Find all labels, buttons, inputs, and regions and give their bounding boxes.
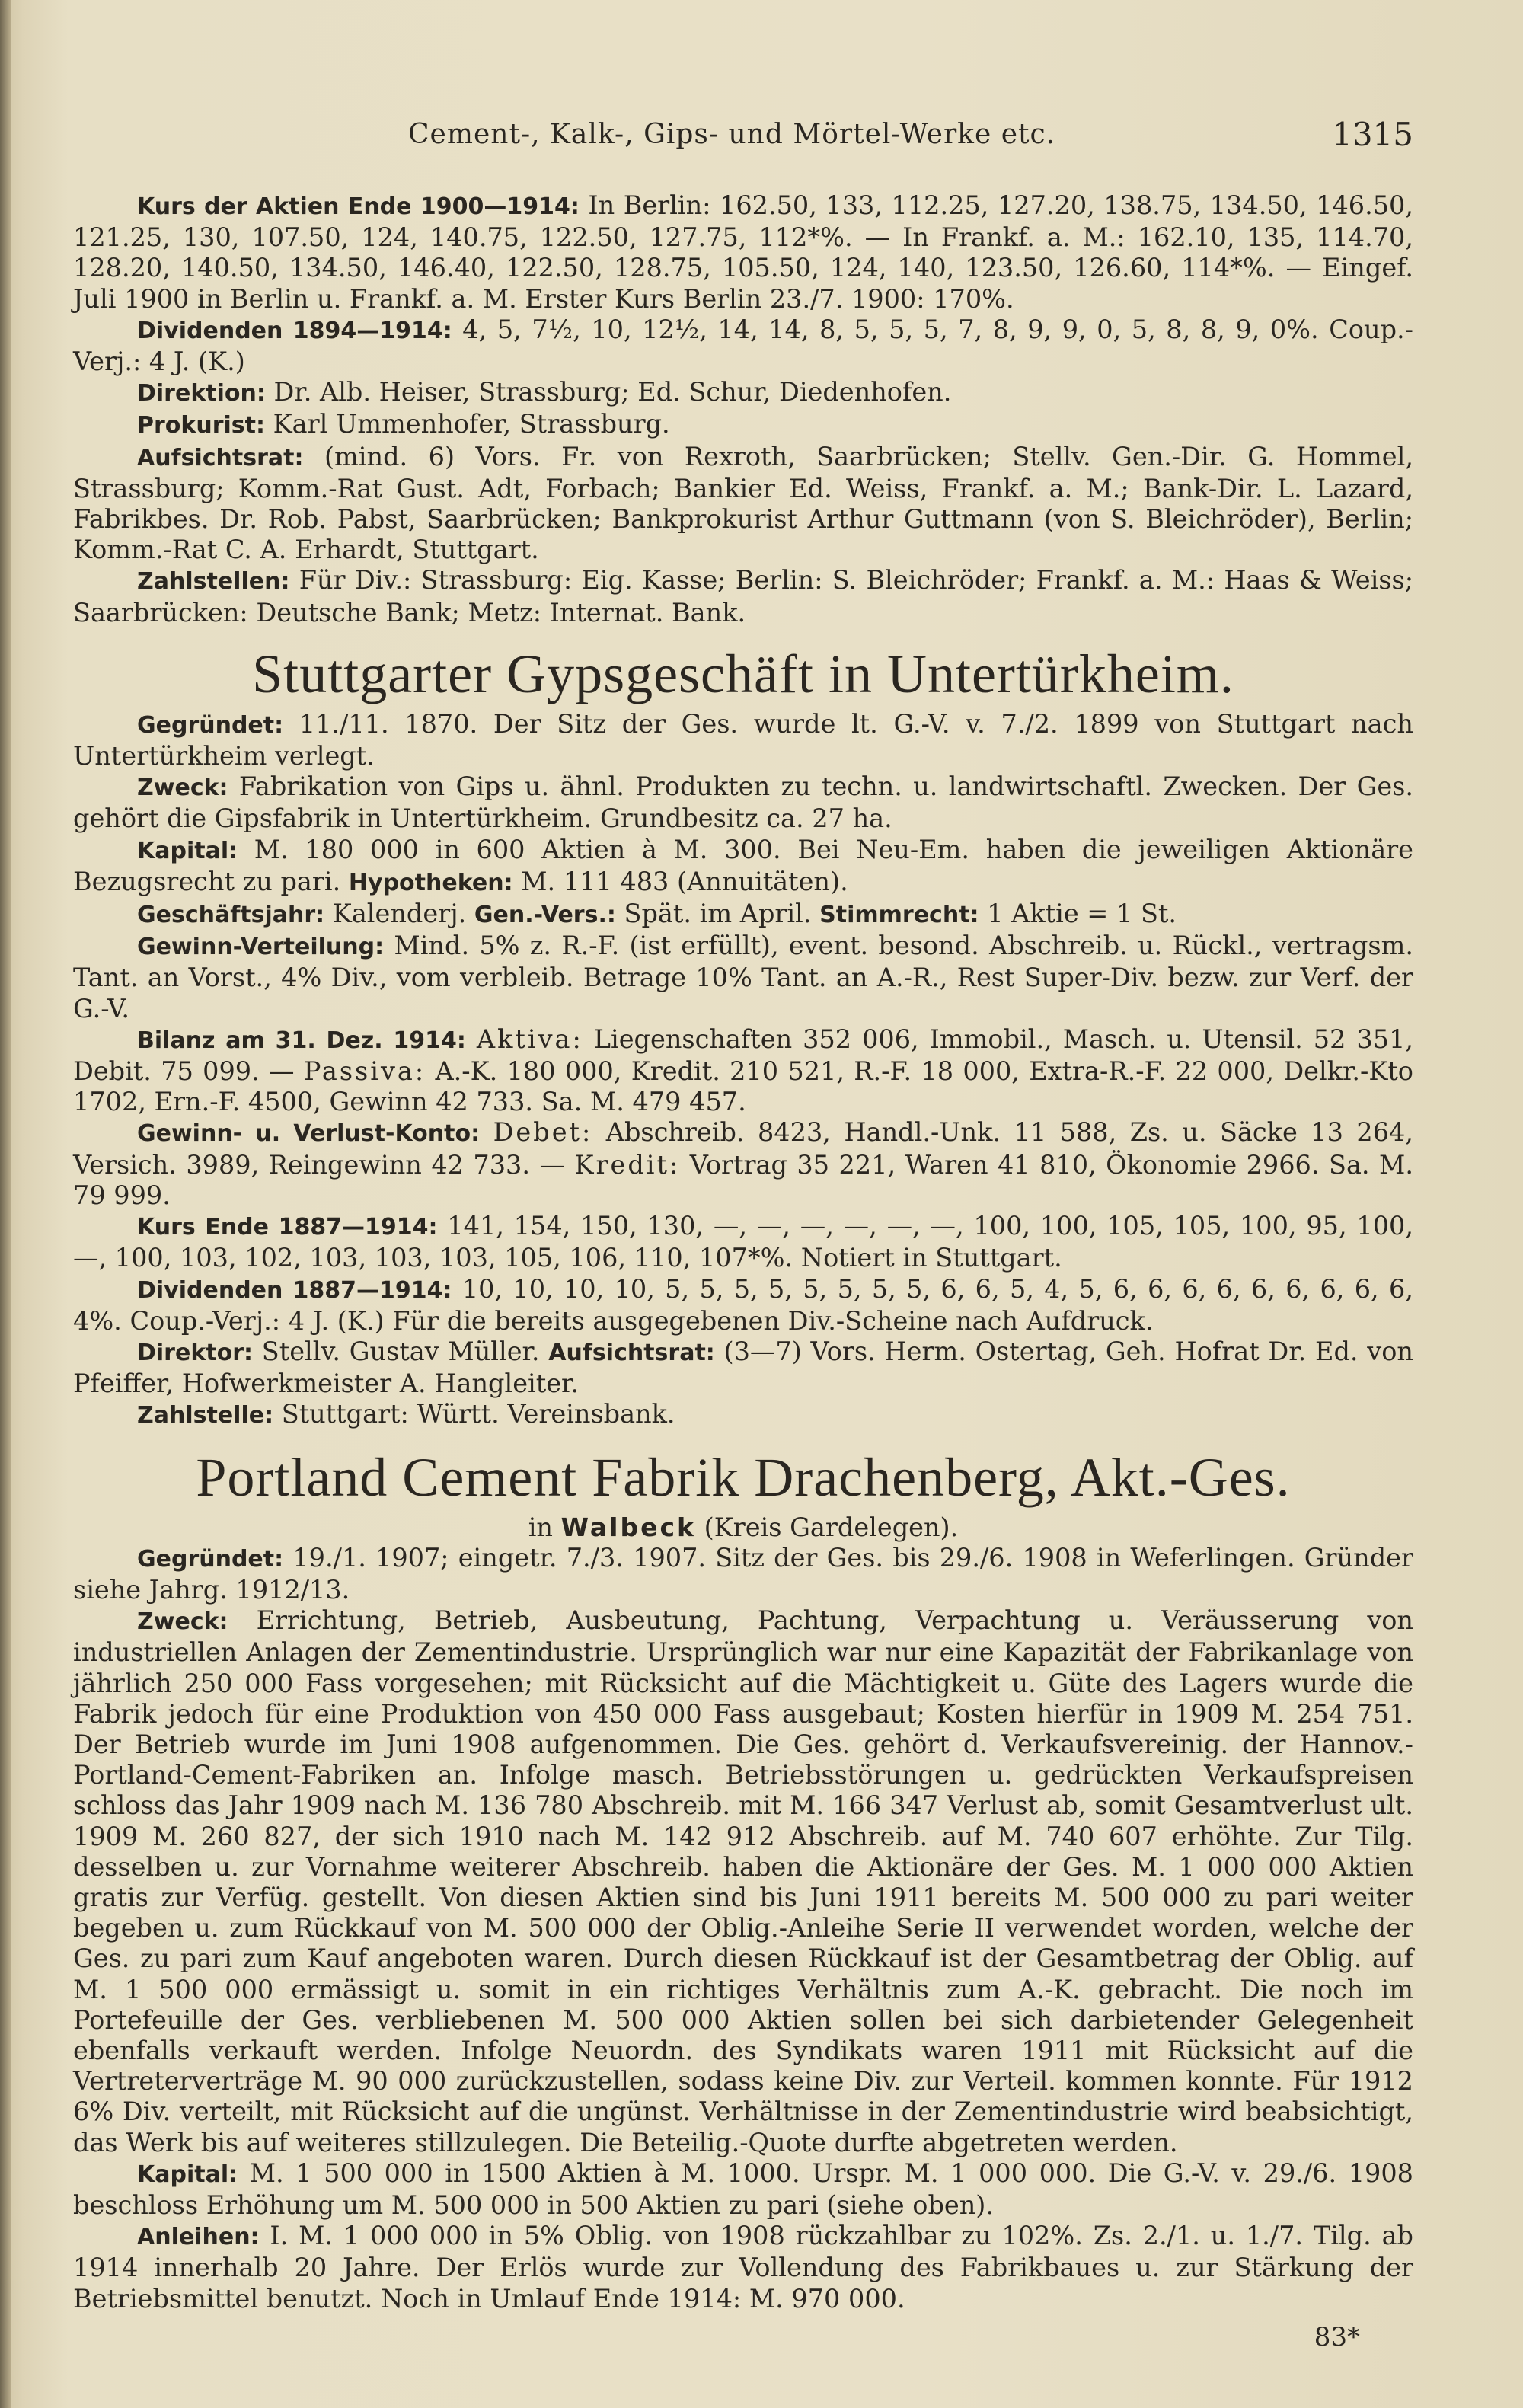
guv-kredit-label: Kredit:	[574, 1149, 681, 1180]
gegruendet-entry-3	[73, 1543, 1413, 1605]
zahlstellen-label: Zahlstellen:	[137, 568, 290, 596]
kurs-entry	[73, 190, 1413, 315]
direktion-text: Dr. Alb. Heiser, Strassburg; Ed. Schur, Diedenhofen.	[273, 377, 952, 407]
company-title-portland: Portland Cement Fabrik Drachenberg, Akt.-Ges.	[196, 1446, 1291, 1508]
bilanz-passiva-label: Passiva:	[303, 1056, 426, 1087]
genvers-label: Gen.-Vers.:	[474, 902, 616, 929]
prokurist-entry	[73, 409, 1413, 441]
hypotheken-label: Hypotheken:	[348, 869, 513, 896]
page-spine	[0, 0, 11, 2408]
zahlstellen-entry	[73, 565, 1413, 628]
signature-mark: 83*	[1314, 2321, 1360, 2352]
bilanz-aktiva-label: Aktiva:	[476, 1024, 583, 1054]
location-place: Walbeck	[560, 1512, 696, 1542]
zweck-entry-3	[73, 1605, 1413, 2158]
direktor-entry	[73, 1337, 1413, 1399]
direktor-label: Direktor:	[137, 1339, 254, 1366]
anleihen-entry	[73, 2221, 1413, 2314]
location-prefix: in	[528, 1512, 554, 1542]
prokurist-text: Karl Ummenhofer, Strassburg.	[273, 409, 670, 439]
hypotheken-text: M. 111 483 (Annuitäten).	[521, 866, 848, 896]
gewinnverteilung-entry	[73, 931, 1413, 1024]
zweck-label: Zweck:	[137, 774, 228, 802]
dividenden-label-2: Dividenden 1887—1914:	[137, 1276, 452, 1304]
dividenden-text-2: 10, 10, 10, 10, 5, 5, 5, 5, 5, 5, 5, 5, 6, 6, 5, 4, 5, 6, 6, 6, 6, 6, 6, 6, 6, 6, 4%. Coup.-Verj.: 4 J. (K.) Für die bereits ausgegebenen Div.-Scheine nach Aufdruck.	[73, 1273, 1413, 1336]
prokurist-label: Prokurist:	[137, 412, 265, 439]
aufsichtsrat-text: (mind. 6) Vors. Fr. von Rexroth, Saarbrücken; Stellv. Gen.-Dir. G. Hommel, Strassburg; Komm.-Rat Gust. Adt, Forbach; Bankier Ed. Weiss, Frankf. a. M.; Bank-Dir. L. Lazard, Fabrikbes. Dr. Rob. Pabst, Saarbrücken; Bankprokurist Arthur Guttmann (von S. Bleichröder), Berlin; Komm.-Rat C. A. Erhardt, Stuttgart.	[73, 441, 1413, 565]
bilanz-aktiva-text: Liegenschaften 352 006, Immobil., Masch. u. Utensil. 52 351, Debit. 75 099. —	[73, 1024, 1413, 1087]
aufsichtsrat-text-2: (3—7) Vors. Herm. Ostertag, Geh. Hofrat Dr. Ed. von Pfeiffer, Hofwerkmeister A. Hangleiter.	[73, 1336, 1413, 1399]
geschaeftsjahr-text: Kalenderj.	[332, 899, 467, 929]
zahlstelle-entry	[73, 1399, 1413, 1431]
gegruendet-label-3: Gegründet:	[137, 1545, 284, 1573]
running-title: Cement-, Kalk-, Gips- und Mörtel-Werke etc.	[408, 119, 1056, 150]
zweck-text: Fabrikation von Gips u. ähnl. Produkten zu techn. u. landwirtschaftl. Zwecken. Der Ges. gehört die Gipsfabrik in Untertürkheim. Grundbesitz ca. 27 ha.	[73, 771, 1413, 834]
genvers-text: Spät. im April.	[624, 899, 812, 929]
geschaeftsjahr-entry	[73, 899, 1413, 931]
guv-debet-label: Debet:	[493, 1117, 593, 1148]
zahlstelle-label: Zahlstelle:	[137, 1402, 274, 1429]
kapital-text-3: M. 1 500 000 in 1500 Aktien à M. 1000. Urspr. M. 1 000 000. Die G.-V. v. 29./6. 1908 beschloss Erhöhung um M. 500 000 in 500 Aktien zu pari (siehe oben).	[73, 2157, 1413, 2220]
gegruendet-text: 11./11. 1870. Der Sitz der Ges. wurde lt. G.-V. v. 7./2. 1899 von Stuttgart nach Untertürkheim verlegt.	[73, 708, 1413, 771]
aufsichtsrat-label-2: Aufsichtsrat:	[548, 1339, 715, 1366]
kapital-entry	[73, 835, 1413, 899]
company-location	[73, 1512, 1413, 1543]
kurs-text-2: 141, 154, 150, 130, —, —, —, —, —, —, 100, 100, 105, 105, 100, 95, 100, —, 100, 103, 102, 103, 103, 103, 105, 106, 110, 107*%. Notiert in Stuttgart.	[73, 1211, 1414, 1273]
bilanz-entry	[73, 1024, 1413, 1118]
gegruendet-label: Gegründet:	[137, 711, 284, 739]
dividenden-text: 4, 5, 7½, 10, 12½, 14, 14, 8, 5, 5, 5, 7, 8, 9, 9, 0, 5, 8, 8, 9, 0%. Coup.-Verj.: 4 J. (K.)	[73, 314, 1413, 377]
kapital-label: Kapital:	[137, 837, 238, 864]
dividenden-label: Dividenden 1894—1914:	[137, 317, 452, 344]
direktor-text: Stellv. Gustav Müller.	[261, 1336, 540, 1366]
dividenden-entry-2	[73, 1274, 1413, 1337]
gewinnverteilung-label: Gewinn-Verteilung:	[137, 934, 385, 961]
page-content	[73, 190, 1413, 2352]
geschaeftsjahr-label: Geschäftsjahr:	[137, 902, 325, 929]
direktion-entry	[73, 377, 1413, 409]
aufsichtsrat-label: Aufsichtsrat:	[137, 444, 304, 471]
gegruendet-text-3: 19./1. 1907; eingetr. 7./3. 1907. Sitz der Ges. bis 29./6. 1908 in Weferlingen. Gründer siehe Jahrg. 1912/13.	[73, 1542, 1413, 1605]
zahlstelle-text: Stuttgart: Württ. Vereinsbank.	[281, 1399, 675, 1429]
guv-kredit-text: Vortrag 35 221, Waren 41 810, Ökonomie 2966. Sa. M. 79 999.	[73, 1149, 1413, 1210]
zweck-entry	[73, 771, 1413, 834]
stimmrecht-label: Stimmrecht:	[819, 902, 979, 929]
aufsichtsrat-entry	[73, 442, 1413, 566]
bilanz-label: Bilanz am 31. Dez. 1914:	[137, 1027, 466, 1054]
page-header	[73, 114, 1413, 160]
page-number: 1315	[1332, 116, 1413, 153]
kurs-label-2: Kurs Ende 1887—1914:	[137, 1214, 438, 1241]
kapital-label-3: Kapital:	[137, 2160, 238, 2188]
guv-label: Gewinn- u. Verlust-Konto:	[137, 1120, 481, 1148]
dividenden-entry	[73, 315, 1413, 377]
kurs-entry-2	[73, 1211, 1413, 1273]
guv-debet-text: Abschreib. 8423, Handl.-Unk. 11 588, Zs. u. Säcke 13 264, Versich. 3989, Reingewinn 42 733. —	[73, 1117, 1413, 1180]
company-title-stuttgarter: Stuttgarter Gypsgeschäft in Untertürkheim.	[252, 643, 1234, 704]
kurs-label: Kurs der Aktien Ende 1900—1914:	[137, 193, 580, 220]
guv-entry	[73, 1117, 1413, 1211]
gewinnverteilung-text: Mind. 5% z. R.-F. (ist erfüllt), event. besond. Abschreib. u. Rückl., vertragsm. Tant. an Vorst., 4% Div., vom verbleib. Betrage 10% Tant. an A.-R., Rest Super-Div. bezw. zur Verf. der G.-V.	[73, 931, 1413, 1024]
anleihen-label: Anleihen:	[137, 2224, 260, 2251]
anleihen-text: I. M. 1 000 000 in 5% Oblig. von 1908 rückzahlbar zu 102%. Zs. 2./1. u. 1./7. Tilg. ab 1914 innerhalb 20 Jahre. Der Erlös wurde zur Vollendung des Fabrikbaues u. zur Stärkung der Betriebsmittel benutzt. Noch in Umlauf Ende 1914: M. 970 000.	[73, 2221, 1413, 2314]
zweck-text-3: Errichtung, Betrieb, Ausbeutung, Pachtung, Verpachtung u. Veräusserung von industriellen Anlagen der Zementindustrie. Ursprünglich war nur eine Kapazität der Fabrikanlage von jährlich 250 000 Fass vorgesehen; mit Rücksicht auf die Mächtigkeit u. Güte des Lagers wurde die Fabrik jedoch für eine Produktion von 450 000 Fass ausgebaut; Kosten hierfür in 1909 M. 254 751. Der Betrieb wurde im Juni 1908 aufgenommen. Die Ges. gehört d. Verkaufsvereinig. der Hannov.-Portland-Cement-Fabriken an. Infolge masch. Betriebsstörungen u. gedrückten Verkaufspreisen schloss das Jahr 1909 nach M. 136 780 Abschreib. mit M. 166 347 Verlust ab, somit Gesamtverlust ult. 1909 M. 260 827, der sich 1910 nach M. 142 912 Abschreib. auf M. 740 607 erhöhte. Zur Tilg. desselben u. zur Vornahme weiterer Abschreib. haben die Aktionäre der Ges. M. 1 000 000 Aktien gratis zur Verfüg. gestellt. Von diesen Aktien sind bis Juni 1911 bereits M. 500 000 zu pari weiter begeben u. zum Rückkauf von M. 500 000 der Oblig.-Anleihe Serie II verwendet worden, welche der Ges. zu pari zum Kauf angeboten waren. Durch diesen Rückkauf ist der Gesamtbetrag der Oblig. auf M. 1 500 000 ermässigt u. somit in ein richtiges Verhältnis zum A.-K. gebracht. Die noch im Portefeuille der Ges. verbliebenen M. 500 000 Aktien sollen bei sich darbietender Gelegenheit ebenfalls verkauft werden. Infolge Neuordn. des Syndikats waren 1911 mit Rücksicht auf die Vertreterverträge M. 90 000 zurückzustellen, sodass keine Div. zur Verteil. kommen konnte. Für 1912 6% Div. verteilt, mit Rücksicht auf die ungünst. Verhältnisse in der Zementindustrie wird beabsichtigt, das Werk bis auf weiteres stillzulegen. Die Beteilig.-Quote durfte abgetreten werden.	[73, 1605, 1413, 2157]
direktion-label: Direktion:	[137, 380, 266, 407]
stimmrecht-text: 1 Aktie = 1 St.	[987, 899, 1177, 929]
kurs-text: In Berlin: 162.50, 133, 112.25, 127.20, 138.75, 134.50, 146.50, 121.25, 130, 107.50, 124, 140.75, 122.50, 127.75, 112*%. — In Frankf. a. M.: 162.10, 135, 114.70, 128.20, 140.50, 134.50, 146.40, 122.50, 128.75, 105.50, 124, 140, 123.50, 126.60, 114*%. — Eingef. Juli 1900 in Berlin u. Frankf. a. M. Erster Kurs Berlin 23./7. 1900: 170%.	[73, 190, 1414, 314]
kapital-entry-3	[73, 2158, 1413, 2221]
kapital-text: M. 180 000 in 600 Aktien à M. 300. Bei Neu-Em. haben die jeweiligen Aktionäre Bezugsrecht zu pari.	[73, 834, 1413, 896]
zahlstellen-text: Für Div.: Strassburg: Eig. Kasse; Berlin: S. Bleichröder; Frankf. a. M.: Haas & Weiss; Saarbrücken: Deutsche Bank; Metz: Internat. Bank.	[73, 565, 1413, 628]
gegruendet-entry	[73, 709, 1413, 771]
zweck-label-3: Zweck:	[137, 1608, 228, 1636]
location-suffix: (Kreis Gardelegen).	[704, 1512, 959, 1542]
bilanz-passiva-text: A.-K. 180 000, Kredit. 210 521, R.-F. 18 000, Extra-R.-F. 22 000, Delkr.-Kto 1702, Ern.-F. 4500, Gewinn 42 733. Sa. M. 479 457.	[73, 1056, 1413, 1117]
